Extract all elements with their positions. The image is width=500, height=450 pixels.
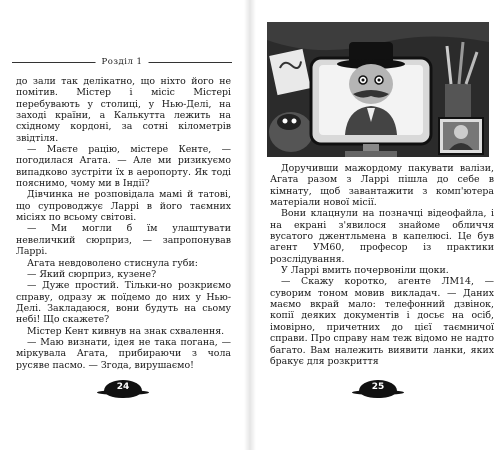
chapter-illustration: [267, 22, 489, 157]
portrait-frame-icon: [439, 118, 483, 154]
paragraph: Дівчинка не розповідала мамі й татові, що супроводжує Ларрі в його таємних місіях по всьому світові.: [16, 189, 231, 224]
paragraph: — Який сюрприз, кузене?: [27, 268, 157, 280]
right-page-text: [270, 163, 494, 367]
left-page-text: [16, 76, 231, 371]
page-number: 24: [116, 382, 130, 392]
paragraph: Вони клацнули на позначці відеофайла, і на екрані з'явилося знайоме обличчя вусатого джентльмена в капелюсі. Це був агент УМ60, професор із практики розслідування.: [270, 208, 494, 265]
paragraph: У Ларрі вмить почервоніли щоки.: [281, 265, 449, 277]
monitor-gentleman-illustration: [267, 22, 489, 157]
paragraph: — Маєте рацію, містере Кенте, — погодилася Агата. — Але ми ризикуємо випадково зустріти їх в аеропорту. Як тоді пояснимо, чому ми в Індії?: [16, 144, 231, 190]
paragraph: — Дуже простий. Тільки-но розкриємо справу, одразу ж поїдемо до них у Нью-Делі. Закладаюся, вони будуть на сьому небі! Що скажете?: [16, 280, 231, 326]
paragraph: до зали так делікатно, що ніхто його не помітив. Містер і місіс Містері перебувають у столиці, у Нью-Делі, на заході країни, а Калькутта лежить на східному кордоні, за сотні кілометрів звідтіля.: [16, 76, 231, 144]
paragraph: Містер Кент кивнув на знак схвалення.: [27, 325, 225, 337]
paragraph: — Ми могли б їм улаштувати невеличкий сюрприз, — запропонував Ларрі.: [16, 223, 231, 258]
paragraph: — Маю визнати, ідея не така погана, — міркувала Агата, прибираючи з чола русяве пасмо. — Згода, вирушаємо!: [16, 336, 231, 371]
page-number-badge: [100, 378, 146, 400]
left-page: [0, 0, 245, 450]
paragraph: — Скажу коротко, агенте ЛМ14, — суворим тоном мовив викладач. — Даних маємо вкрай мало: телефонний дзвінок, копії деяких документів і досьє на осіб, імовірно, причетних до цієї таємничої справи. Про справу нам теж відомо не надто багато. Вам належить виявити ланки, яких бракує для розкриття: [270, 276, 494, 367]
page-number-badge: [355, 378, 401, 400]
page-number: 25: [371, 382, 385, 392]
running-header: [12, 55, 232, 69]
running-header-text: Розділ 1: [96, 55, 149, 69]
right-page: [255, 0, 500, 450]
paragraph: Агата невдоволено стиснула губи:: [27, 257, 198, 269]
paragraph: Доручивши мажордому пакувати валізи, Агата разом з Ларрі пішла до себе в кімнату, щоб завантажити з комп'ютера матеріали нової місії.: [270, 163, 494, 209]
